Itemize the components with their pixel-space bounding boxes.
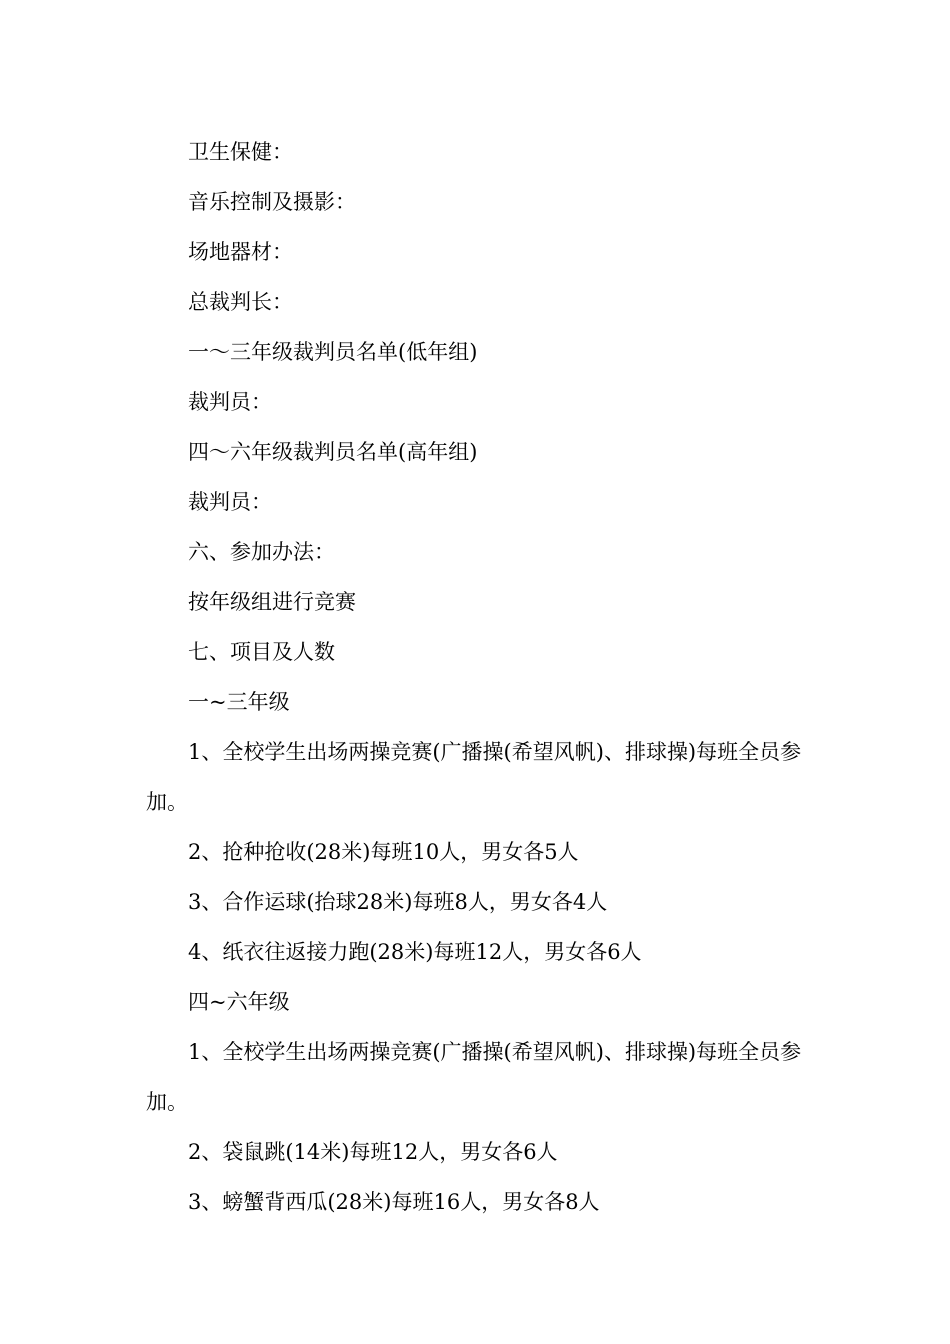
document-body	[146, 127, 810, 1227]
paragraph-hygiene: 卫生保健：	[188, 140, 293, 164]
list-item-high-3: 3、螃蟹背西瓜(28米)每班16人，男女各8人	[188, 1190, 600, 1214]
list-item-low-2: 2、抢种抢收(28米)每班10人，男女各5人	[188, 840, 579, 864]
paragraph-referees-high: 裁判员：	[188, 490, 272, 514]
section-heading-participation: 六、参加办法：	[188, 540, 335, 564]
list-item-low-1: 1、全校学生出场两操竞赛(广播操(希望风帆)、排球操)每班全员参加。	[146, 740, 802, 814]
paragraph-venue-equipment: 场地器材：	[188, 240, 293, 264]
list-item-low-4: 4、纸衣往返接力跑(28米)每班12人，男女各6人	[188, 940, 642, 964]
paragraph-music-photo: 音乐控制及摄影：	[188, 190, 356, 214]
section-heading-events: 七、项目及人数	[188, 640, 335, 664]
subheading-grades-4-6: 四~六年级	[188, 990, 290, 1014]
list-item-high-1: 1、全校学生出场两操竞赛(广播操(希望风帆)、排球操)每班全员参加。	[146, 1040, 802, 1114]
list-item-high-2: 2、袋鼠跳(14米)每班12人，男女各6人	[188, 1140, 558, 1164]
paragraph-low-grade-referee-list: 一～三年级裁判员名单(低年组)	[188, 340, 478, 364]
paragraph-grade-group-competition: 按年级组进行竞赛	[188, 590, 356, 614]
paragraph-high-grade-referee-list: 四～六年级裁判员名单(高年组)	[188, 440, 478, 464]
paragraph-chief-referee: 总裁判长：	[188, 290, 293, 314]
list-item-low-3: 3、合作运球(抬球28米)每班8人，男女各4人	[188, 890, 608, 914]
subheading-grades-1-3: 一~三年级	[188, 690, 290, 714]
paragraph-referees-low: 裁判员：	[188, 390, 272, 414]
